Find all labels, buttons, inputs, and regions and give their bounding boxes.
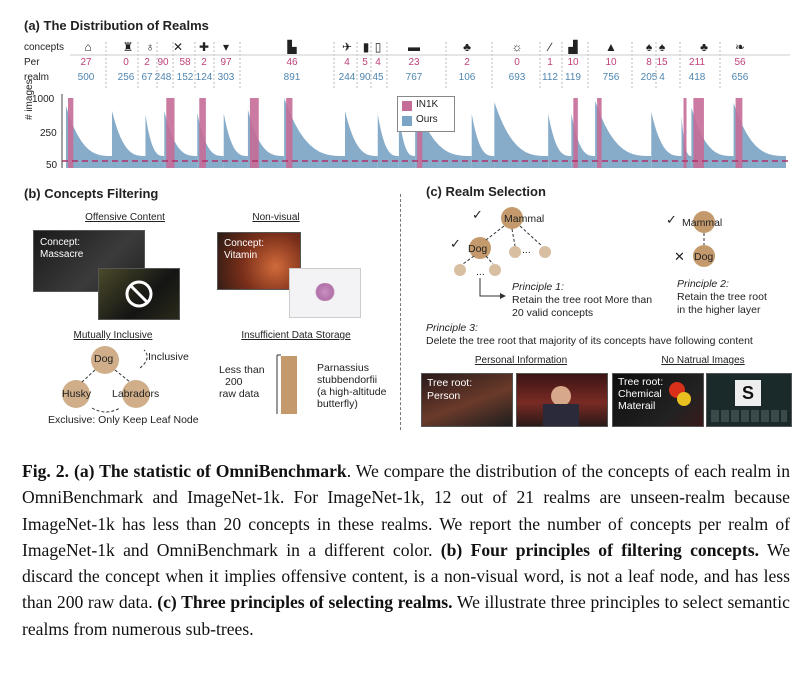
ours-area-7 [284,98,345,168]
factory-icon: ▟ [568,40,578,54]
in1k-count-1: 0 [123,57,129,68]
principle3-text: Delete the tree root that majority of its concepts have following content [426,335,753,347]
in1k-bar-20 [736,98,743,168]
in1k-count-3: 90 [157,57,169,68]
person-photo-2 [516,373,608,427]
ours-count-12: 106 [458,72,476,83]
building-icon: ▙ [287,40,297,54]
ours-count-2: 67 [141,72,153,83]
panel-divider [400,194,401,430]
in1k-count-12: 2 [464,57,470,68]
in1k-count-2: 2 [144,57,150,68]
storage-right-text [317,362,386,410]
chart-legend [397,96,455,132]
principle1-line-1: Retain the tree root More than [512,294,653,306]
caption-text-b: We discard the concept when it implies offensive content, is a non-visual word, is not a leaf node, and has less than 200 raw data. [22,539,790,613]
personal-heading: Personal Information [474,355,568,366]
car-icon: ▬ [408,40,420,54]
plane-icon: ✈ [341,40,353,54]
ours-count-16: 756 [602,72,620,83]
phone-icon: ▯ [374,40,382,54]
storage-heading: Insufficient Data Storage [241,330,351,341]
ours-count-6: 303 [217,72,235,83]
node-labradors: Labradors [112,388,160,400]
storage-right-line-3: (a high-altitude [317,386,387,398]
inclusive-label: Inclusive [148,351,189,363]
in1k-count-5: 2 [201,57,207,68]
legend-in1k: IN1K [416,99,439,110]
plant-icon: ♣ [700,40,708,54]
in1k-count-13: 0 [514,57,520,68]
caption-text-a: . We compare the distribution of the concepts of each realm in OmniBenchmark and ImageNet-1k. For ImageNet-1k, 12 out of 21 realms are unseen-realm because ImageNet-1k has less than 20 concepts in these realms. We report the number of concepts per realm of ImageNet-1k and OmniBenchmark in a different color. [22,461,790,560]
y-tick-250: 250 [40,128,57,139]
caption-text-c: We illustrate three principles to select semantic realms from numerous sub-trees. [22,592,790,639]
ours-count-1: 256 [117,72,135,83]
natural-label1: Tree root: [618,376,664,388]
massacre-concept-label: Concept: [40,237,81,248]
brush-icon: ∕ [548,40,551,54]
principle1-title: Principle 1: [512,281,564,293]
periodic-table-photo [706,373,792,427]
in1k-count-16: 10 [605,57,617,68]
principle2-text [677,291,767,317]
tree1-ellipsis1: ... [522,244,531,256]
panel-b-title: (b) Concepts Filtering [24,186,159,201]
in1k-count-19: 211 [689,57,705,68]
tools-icon: ✕ [172,40,184,54]
tree2-root: Mammal [682,217,723,229]
in1k-bar-18 [684,98,687,168]
principle1-text [512,294,652,320]
storage-left-line-3: raw data [219,388,260,400]
in1k-count-4: 58 [179,57,191,68]
personal-label1: Tree root: [427,377,473,389]
tree1-child: Dog [468,243,488,255]
in1k-count-18: 15 [656,57,668,68]
in1k-bar-3 [166,98,174,168]
node-dog: Dog [94,353,114,365]
principle2-line-2: in the higher layer [677,304,761,316]
ours-count-5: 124 [195,72,213,83]
sprout-icon: ♠ [658,40,666,54]
node-husky: Husky [62,388,92,400]
tree1-root: Mammal [504,213,545,225]
ours-area-16 [595,101,651,168]
legend-ours: Ours [416,114,438,125]
ours-count-8: 244 [338,72,356,83]
storage-left-text [219,364,265,400]
caption-bold-b: (b) Four principles of filtering concepts. [440,539,760,560]
bird-icon: ♠ [645,40,653,54]
in1k-count-17: 8 [646,57,652,68]
in1k-count-6: 97 [220,57,232,68]
in1k-bar-16 [597,98,602,168]
leaf-icon: ❧ [734,40,746,54]
in1k-count-11: 23 [408,57,420,68]
figure-caption [22,458,790,642]
ours-count-10: 45 [372,72,384,83]
in1k-bar-7 [286,98,292,168]
pills-photo [289,268,361,318]
in1k-bar-6 [250,98,259,168]
nonvisual-heading: Non-visual [252,212,300,223]
realm-separators [0,38,808,98]
principle1-line-2: 20 valid concepts [512,307,594,319]
ours-area-2 [145,115,164,168]
caption-bold-c: (c) Three principles of selecting realms. [157,592,453,613]
row-label-concepts: concepts [24,42,65,53]
ours-count-20: 656 [731,72,749,83]
ours-count-4: 152 [176,72,194,83]
check-icon-dog: ✓ [450,236,461,251]
in1k-bar-19 [693,98,704,168]
in1k-count-15: 10 [567,57,579,68]
in1k-count-14: 1 [547,57,553,68]
vitamin-concept-value: Vitamin [224,250,258,261]
y-tick-1000: 1000 [32,94,55,105]
storage-left-line-2: 200 [225,376,243,388]
storage-right-line-1: Parnassius [317,362,369,374]
blocked-photo [98,268,180,320]
tree-icon: ♣ [463,40,471,54]
check-icon-mammal-2: ✓ [666,212,677,227]
device-icon: ▮ [362,40,370,54]
pet-icon: ♁ [145,40,155,54]
y-axis-label: # images [24,79,35,120]
natural-heading: No Natrual Images [661,355,745,366]
ours-area-5 [224,114,248,168]
in1k-bar-15 [573,98,578,168]
caption-bold-a: (a) The statistic of OmniBenchmark [73,461,347,481]
ours-count-14: 112 [542,72,558,83]
in1k-count-7: 46 [286,57,298,68]
ours-count-19: 418 [688,72,706,83]
ours-count-9: 90 [359,72,371,83]
person-photo-1 [421,373,513,427]
ours-area-14 [548,114,571,168]
cross-icon-dog: ✕ [674,249,685,264]
storage-bracket [275,355,295,415]
pine-icon: ▲ [605,40,617,54]
ours-area-12 [472,114,495,168]
panel-c-title: (c) Realm Selection [426,184,546,199]
in1k-count-10: 4 [375,57,381,68]
tree2-child: Dog [694,251,714,263]
robot-icon: ♜ [122,40,134,54]
principle2-line-1: Retain the tree root [677,291,767,303]
in1k-bar-0 [68,98,73,168]
puzzle-icon: ✚ [198,40,210,54]
row-label-per: Per [24,57,40,68]
check-icon-mammal: ✓ [472,207,483,222]
in1k-count-8: 4 [344,57,350,68]
ours-area-13 [494,102,548,168]
ours-count-3: 248 [154,72,172,83]
legend-swatch-ours [402,116,412,126]
natural-label3: Materail [618,400,656,412]
tree1-ellipsis2: ... [476,266,485,278]
ours-area-17 [651,112,681,168]
principle2-title: Principle 2: [677,278,729,290]
inclusive-heading: Mutually Inclusive [73,330,153,341]
personal-label2: Person [427,390,461,402]
chemical-photo [612,373,704,427]
ours-count-7: 891 [283,72,301,83]
shirt-icon: ▾ [222,40,230,54]
in1k-count-20: 56 [734,57,746,68]
natural-label2: Chemical [618,388,662,400]
principle3-title: Principle 3: [426,322,478,334]
sulfur-tile-icon: S [735,380,761,406]
ours-count-0: 500 [77,72,95,83]
in1k-bar-4 [199,98,206,168]
ours-area-9 [378,114,399,168]
ours-count-15: 119 [565,72,581,83]
in1k-count-0: 27 [80,57,92,68]
storage-right-line-2: stubbendorfii [317,374,378,386]
home-icon: ⌂ [84,40,92,54]
prohibited-icon [124,279,154,309]
massacre-concept-value: Massacre [40,249,84,260]
y-tick-50: 50 [46,160,58,171]
figure-icon: ☼ [511,40,523,54]
vitamin-concept-label: Concept: [224,238,265,249]
ours-count-17: 205 [640,72,658,83]
storage-left-line-1: Less than [219,364,265,376]
row-label-realm: realm [24,72,50,83]
in1k-count-9: 5 [362,57,368,68]
panel-a-title: (a) The Distribution of Realms [24,18,209,33]
ours-area-1 [112,111,145,168]
ours-count-11: 767 [405,72,423,83]
ours-count-18: 4 [659,72,665,83]
offensive-heading: Offensive Content [85,212,165,223]
storage-right-line-4: butterfly) [317,398,358,410]
ours-count-13: 693 [508,72,526,83]
exclusive-note: Exclusive: Only Keep Leaf Node [48,414,199,426]
legend-swatch-in1k [402,101,412,111]
caption-fig-label: Fig. 2. [22,461,69,481]
ours-area-8 [345,111,378,168]
